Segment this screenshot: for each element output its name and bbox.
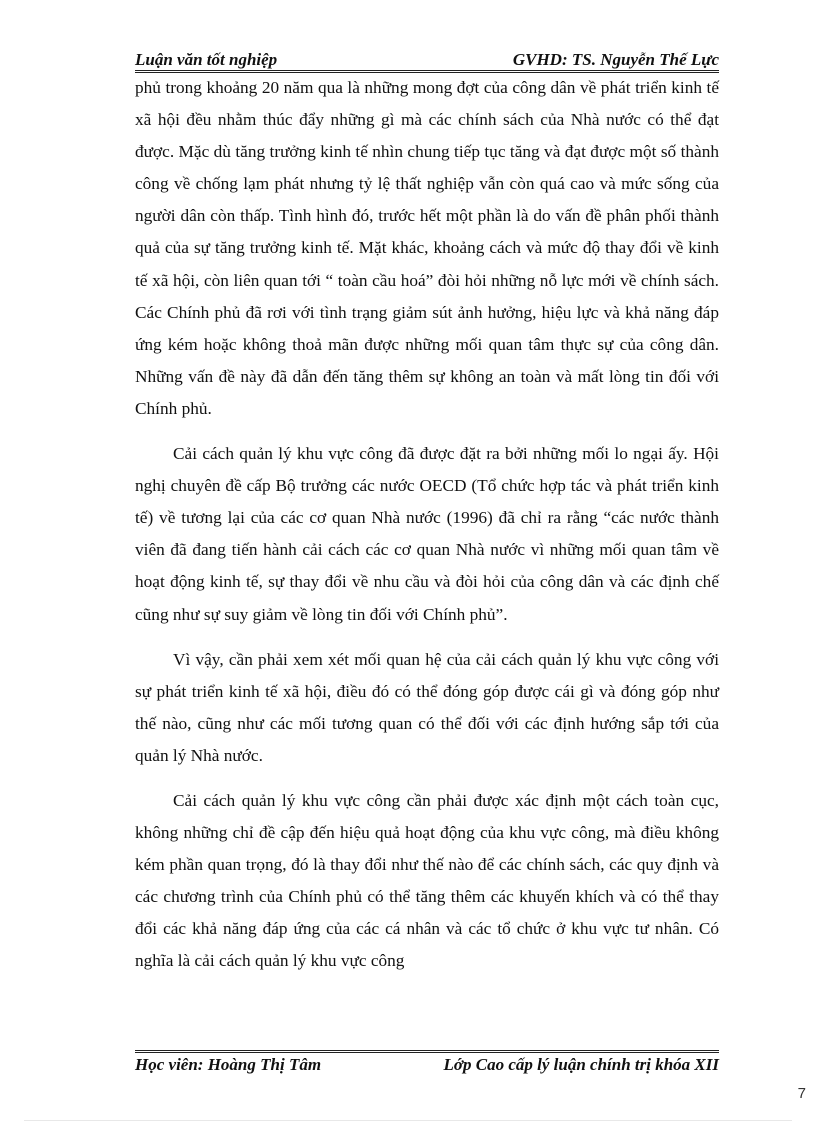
page-edge xyxy=(24,1120,792,1121)
header-supervisor: GVHD: TS. Nguyễn Thế Lực xyxy=(512,50,719,69)
page-number: 7 xyxy=(797,1085,806,1102)
paragraph-continuation: phủ trong khoảng 20 năm qua là những mong đợt của công dân về phát triển kinh tế xã hội đều nhằm thúc đẩy những gì mà các chính sách của Nhà nước có thể đạt được. Mặc dù tăng trưởng kinh tế nhìn chung tiếp tục tăng và đạt được một số thành công về chống lạm phát nhưng tỷ lệ thất nghiệp vẫn còn quá cao và mức sống của người dân còn thấp. Tình hình đó, trước hết một phần là do vấn đề phân phối thành quả của sự tăng trưởng kinh tế. Mặt khác, khoảng cách và mức độ thay đổi về kinh tế xã hội, còn liên quan tới “ toàn cầu hoá” đòi hỏi những nỗ lực mới về chính sách. Các Chính phủ đã rơi với tình trạng giảm sút ảnh hưởng, hiệu lực và khả năng đáp ứng kém hoặc không thoả mãn được những mối quan tâm thực sự của công dân. Những vấn đề này đã dẫn đến tăng thêm sự không an toàn và mất lòng tin đối với Chính phủ. xyxy=(135,78,719,418)
page-footer xyxy=(135,1055,719,1079)
page-header xyxy=(135,48,719,72)
footer-student: Học viên: Hoàng Thị Tâm xyxy=(135,1055,322,1074)
document-body xyxy=(135,72,719,991)
footer-divider xyxy=(135,1050,719,1053)
header-thesis-title: Luận văn tốt nghiệp xyxy=(135,50,278,69)
footer-class: Lớp Cao cấp lý luận chính trị khóa XII xyxy=(443,1055,719,1074)
paragraph: Cải cách quản lý khu vực công cần phải được xác định một cách toàn cục, không những chỉ đề cập đến hiệu quả hoạt động của khu vực công, mà điều không kém phần quan trọng, đó là thay đổi như thế nào để các chính sách, các quy định và các chương trình của Chính phủ có thể tăng thêm các khuyến khích và có thể thay đổi các khả năng đáp ứng của các cá nhân và các tổ chức ở khu vực tư nhân. Có nghĩa là cải cách quản lý khu vực công xyxy=(135,790,719,971)
paragraph: Vì vậy, cần phải xem xét mối quan hệ của cải cách quản lý khu vực công với sự phát triển kinh tế xã hội, điều đó có thể đóng góp được cái gì và đóng góp như thế nào, cũng như các mối tương quan có thể đối với các định hướng sắp tới của quản lý Nhà nước. xyxy=(135,649,719,765)
paragraph: Cải cách quản lý khu vực công đã được đặt ra bởi những mối lo ngại ấy. Hội nghị chuyên đề cấp Bộ trưởng các nước OECD (Tổ chức hợp tác và phát triển kinh tế) về tương lại của các cơ quan Nhà nước (1996) đã chỉ ra rằng “các nước thành viên đã đang tiến hành cải cách các cơ quan Nhà nước vì những mối quan tâm về hoạt động kinh tế, sự thay đổi về nhu cầu và đòi hỏi của công dân và các định chế cũng như sự suy giảm về lòng tin đối với Chính phủ”. xyxy=(135,444,719,624)
